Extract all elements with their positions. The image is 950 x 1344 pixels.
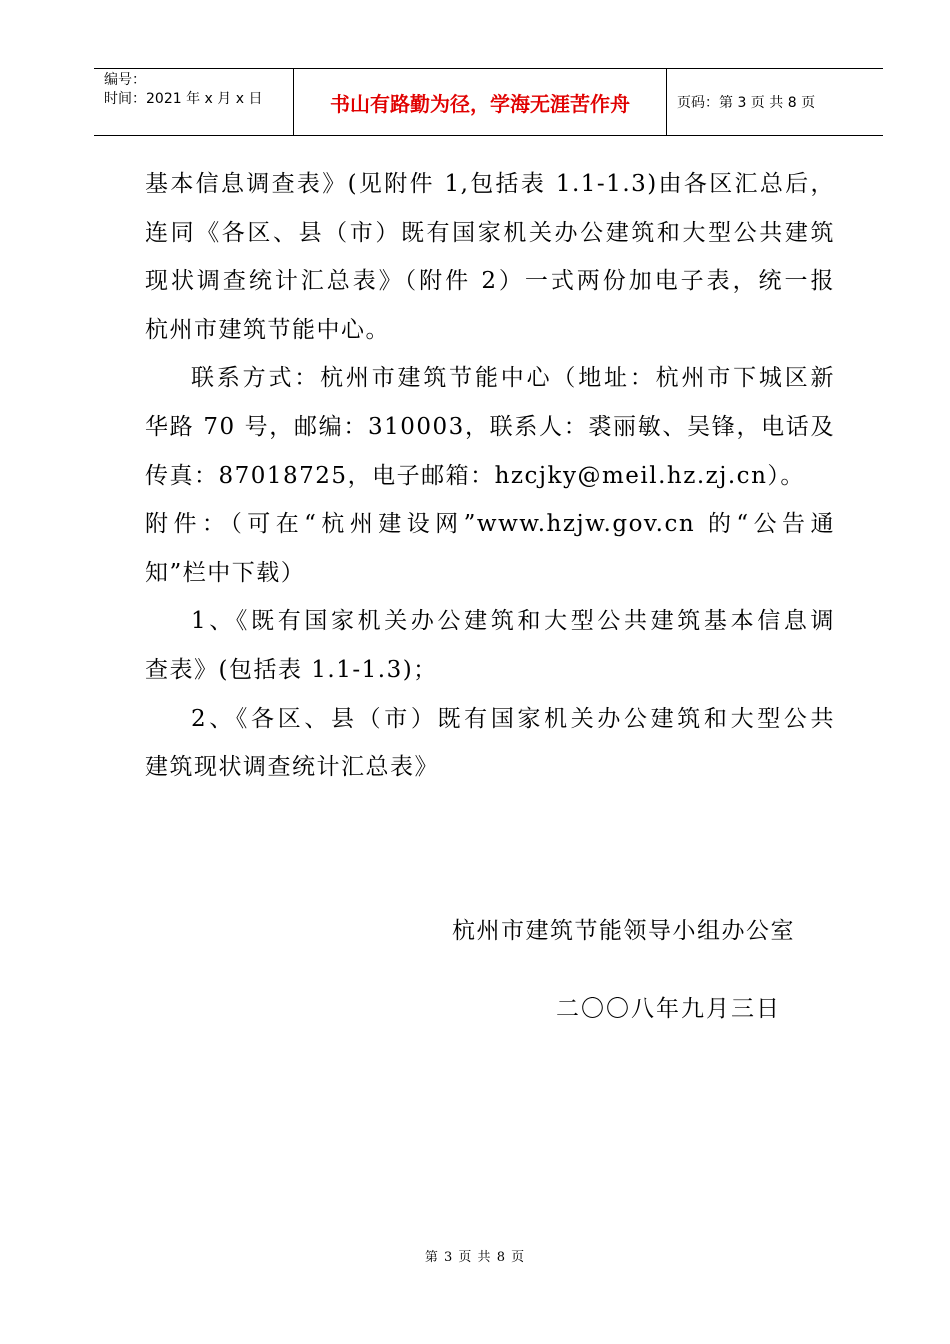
body-line-3: 现状调查统计汇总表》（附件 2）一式两份加电子表，统一报	[145, 268, 835, 295]
body-line-4: 杭州市建筑节能中心。	[145, 316, 390, 343]
attachment-item-1-line-1: 1、《既有国家机关办公建筑和大型公共建筑基本信息调	[191, 608, 835, 635]
header-page-info: 页码：第 3 页 共 8 页	[677, 95, 816, 111]
attachment-item-2-line-1: 2、《各区、县（市）既有国家机关办公建筑和大型公共	[191, 705, 835, 732]
signature-org: 杭州市建筑节能领导小组办公室	[452, 918, 795, 944]
attachment-line-2: 知”栏中下载）	[145, 559, 306, 586]
header-time-label: 时间：2021 年 x 月 x 日	[104, 91, 263, 107]
header-page-cell	[667, 69, 883, 135]
signature-date: 二〇〇八年九月三日	[556, 996, 781, 1022]
contact-line-2: 华路 70 号，邮编：310003，联系人：裘丽敏、吴锋，电话及	[145, 413, 835, 440]
header-meta-cell	[94, 69, 294, 135]
document-body	[145, 160, 835, 792]
body-line-1: 基本信息调查表》(见附件 1,包括表 1.1-1.3)由各区汇总后，	[145, 171, 835, 197]
contact-line-3: 传真：87018725，电子邮箱：hzcjky@meil.hz.zj.cn）。	[145, 462, 805, 489]
page-footer: 第 3 页 共 8 页	[424, 1250, 526, 1265]
attachment-line-1: 附件：（可在“杭州建设网”www.hzjw.gov.cn 的“公告通	[145, 511, 835, 538]
header-motto-cell	[294, 69, 667, 135]
attachment-item-1-line-2: 查表》(包括表 1.1-1.3)；	[145, 656, 438, 683]
attachment-item-2-line-2: 建筑现状调查统计汇总表》	[145, 754, 439, 781]
header-motto: 书山有路勤为径，学海无涯苦作舟	[330, 91, 630, 116]
header-number-label: 编号：	[104, 72, 146, 88]
header-table	[94, 68, 883, 136]
body-line-2: 连同《各区、县（市）既有国家机关办公建筑和大型公共建筑	[145, 219, 835, 246]
contact-line-1: 联系方式：杭州市建筑节能中心（地址：杭州市下城区新	[191, 365, 835, 392]
